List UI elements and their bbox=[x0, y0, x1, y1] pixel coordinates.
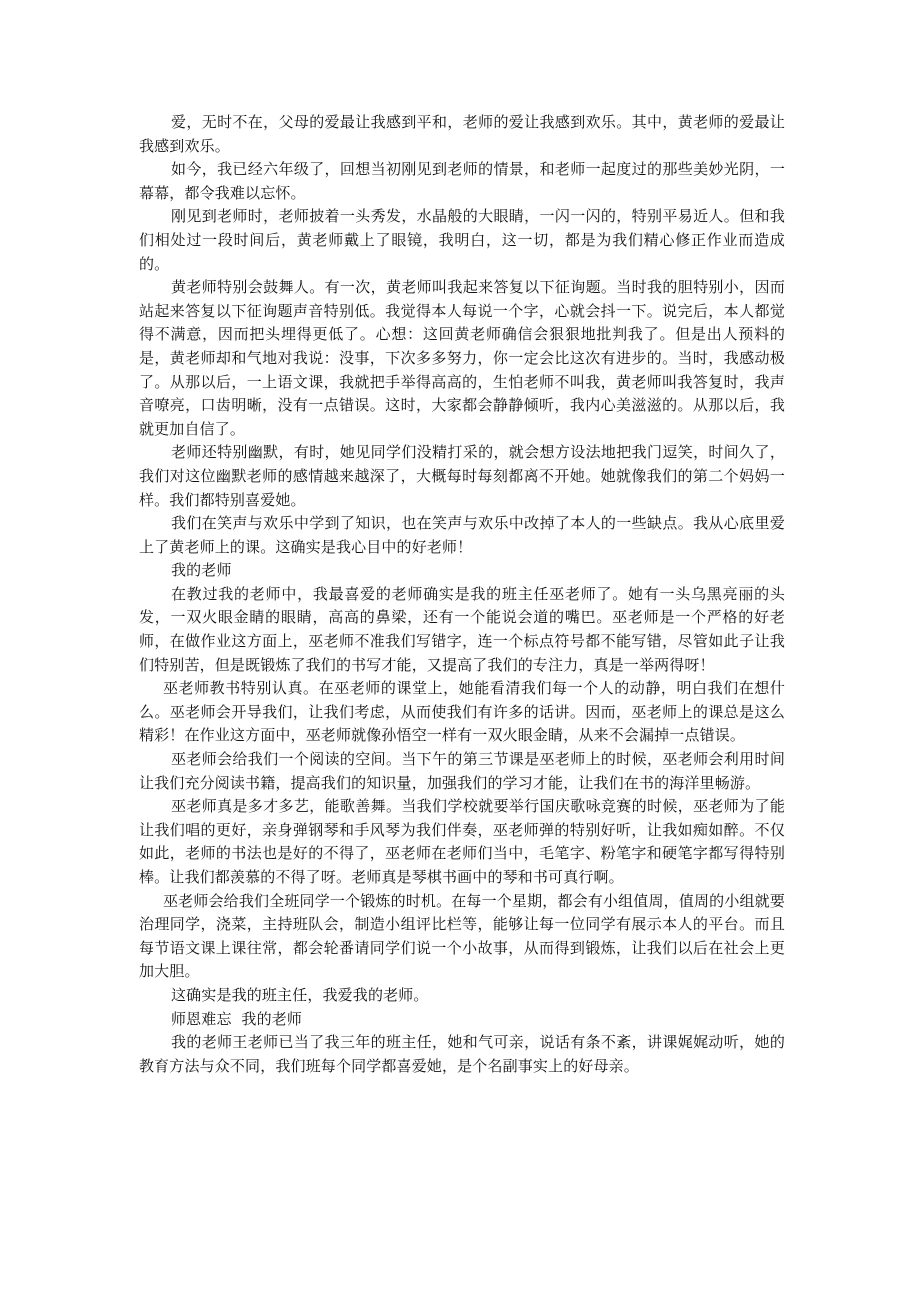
section-title-my-teacher: 我的老师 bbox=[171, 561, 232, 580]
paragraph-5: 老师还特别幽默，有时，她见同学们没精打采的，就会想方设法地把我门逗笑，时间久了，我们对这位幽默老师的感情越来越深了，大概每时每刻都离不开她。她就像我们的第二个妈妈一样。我们都特别喜爱她。 bbox=[139, 443, 785, 509]
document-body bbox=[139, 111, 785, 1078]
paragraph-8: 在教过我的老师中，我最喜爱的老师确实是我的班主任巫老师了。她有一头乌黑亮丽的头发，一双火眼金睛的眼睛，高高的鼻梁，还有一个能说会道的嘴巴。巫老师是一个严格的好老师，在做作业这方面上，巫老师不准我们写错字，连一个标点符号都不能写错，尽管如此子让我们特别苦，但是既锻炼了我们的书写才能，又提高了我们的专注力，真是一举两得呀！ bbox=[139, 584, 785, 674]
paragraph-2: 如今，我已经六年级了，回想当初刚见到老师的情景，和老师一起度过的那些美妙光阴，一幕幕，都令我难以忘怀。 bbox=[139, 160, 785, 202]
section-title-unforgettable-teacher: 师恩难忘 我的老师 bbox=[171, 1009, 303, 1028]
paragraph-12: 巫老师会给我们全班同学一个锻炼的时机。在每一个星期，都会有小组值周，值周的小组就要治理同学，浇菜，主持班队会，制造小组评比栏等，能够让每一位同学有展示本人的平台。而且每节语文课上课往常，都会轮番请同学们说一个小故事，从而得到锻炼，让我们以后在社会上更加大胆。 bbox=[139, 891, 785, 981]
paragraph-4: 黄老师特别会鼓舞人。有一次，黄老师叫我起来答复以下征询题。当时我的胆特别小，因而站起来答复以下征询题声音特别低。我觉得本人每说一个字，心就会抖一下。说完后，本人都觉得不满意，因而把头埋得更低了。心想：这回黄老师确信会狠狠地批判我了。但是出人预料的是，黄老师却和气地对我说：没事，下次多多努力，你一定会比这次有进步的。当时，我感动极了。从那以后，一上语文课，我就把手举得高高的，生怕老师不叫我，黄老师叫我答复时，我声音嘹亮，口齿明晰，没有一点错误。这时，大家都会静静倾听，我内心美滋滋的。从那以后，我就更加自信了。 bbox=[139, 278, 785, 438]
paragraph-3: 刚见到老师时，老师披着一头秀发，水晶般的大眼睛，一闪一闪的，特别平易近人。但和我们相处过一段时间后，黄老师戴上了眼镜，我明白，这一切，都是为我们精心修正作业而造成的。 bbox=[139, 207, 785, 273]
paragraph-9: 巫老师教书特别认真。在巫老师的课堂上，她能看清我们每一个人的动静，明白我们在想什么。巫老师会开导我们，让我们考虑，从而使我们有许多的话讲。因而，巫老师上的课总是这么精彩！在作业这方面中，巫老师就像孙悟空一样有一双火眼金睛，从来不会漏掉一点错误。 bbox=[139, 679, 785, 745]
paragraph-15: 我的老师王老师已当了我三年的班主任，她和气可亲，说话有条不紊，讲课娓娓动听，她的教育方法与众不同，我们班每个同学都喜爱她，是个名副事实上的好母亲。 bbox=[139, 1033, 785, 1075]
paragraph-6: 我们在笑声与欢乐中学到了知识，也在笑声与欢乐中改掉了本人的一些缺点。我从心底里爱上了黄老师上的课。这确实是我心目中的好老师！ bbox=[139, 514, 785, 556]
paragraph-10: 巫老师会给我们一个阅读的空间。当下午的第三节课是巫老师上的时候，巫老师会利用时间让我们充分阅读书籍，提高我们的知识量，加强我们的学习才能，让我们在书的海洋里畅游。 bbox=[139, 750, 785, 792]
paragraph-1: 爱，无时不在，父母的爱最让我感到平和，老师的爱让我感到欢乐。其中，黄老师的爱最让我感到欢乐。 bbox=[139, 113, 785, 155]
paragraph-11: 巫老师真是多才多艺，能歌善舞。当我们学校就要举行国庆歌咏竞赛的时候，巫老师为了能让我们唱的更好，亲身弹钢琴和手风琴为我们伴奏，巫老师弹的特别好听，让我如痴如醉。不仅如此，老师的书法也是好的不得了，巫老师在老师们当中，毛笔字、粉笔字和硬笔字都写得特别棒。让我们都羡慕的不得了呀。老师真是琴棋书画中的琴和书可真行啊。 bbox=[139, 797, 785, 886]
paragraph-13: 这确实是我的班主任，我爱我的老师。 bbox=[171, 985, 429, 1004]
